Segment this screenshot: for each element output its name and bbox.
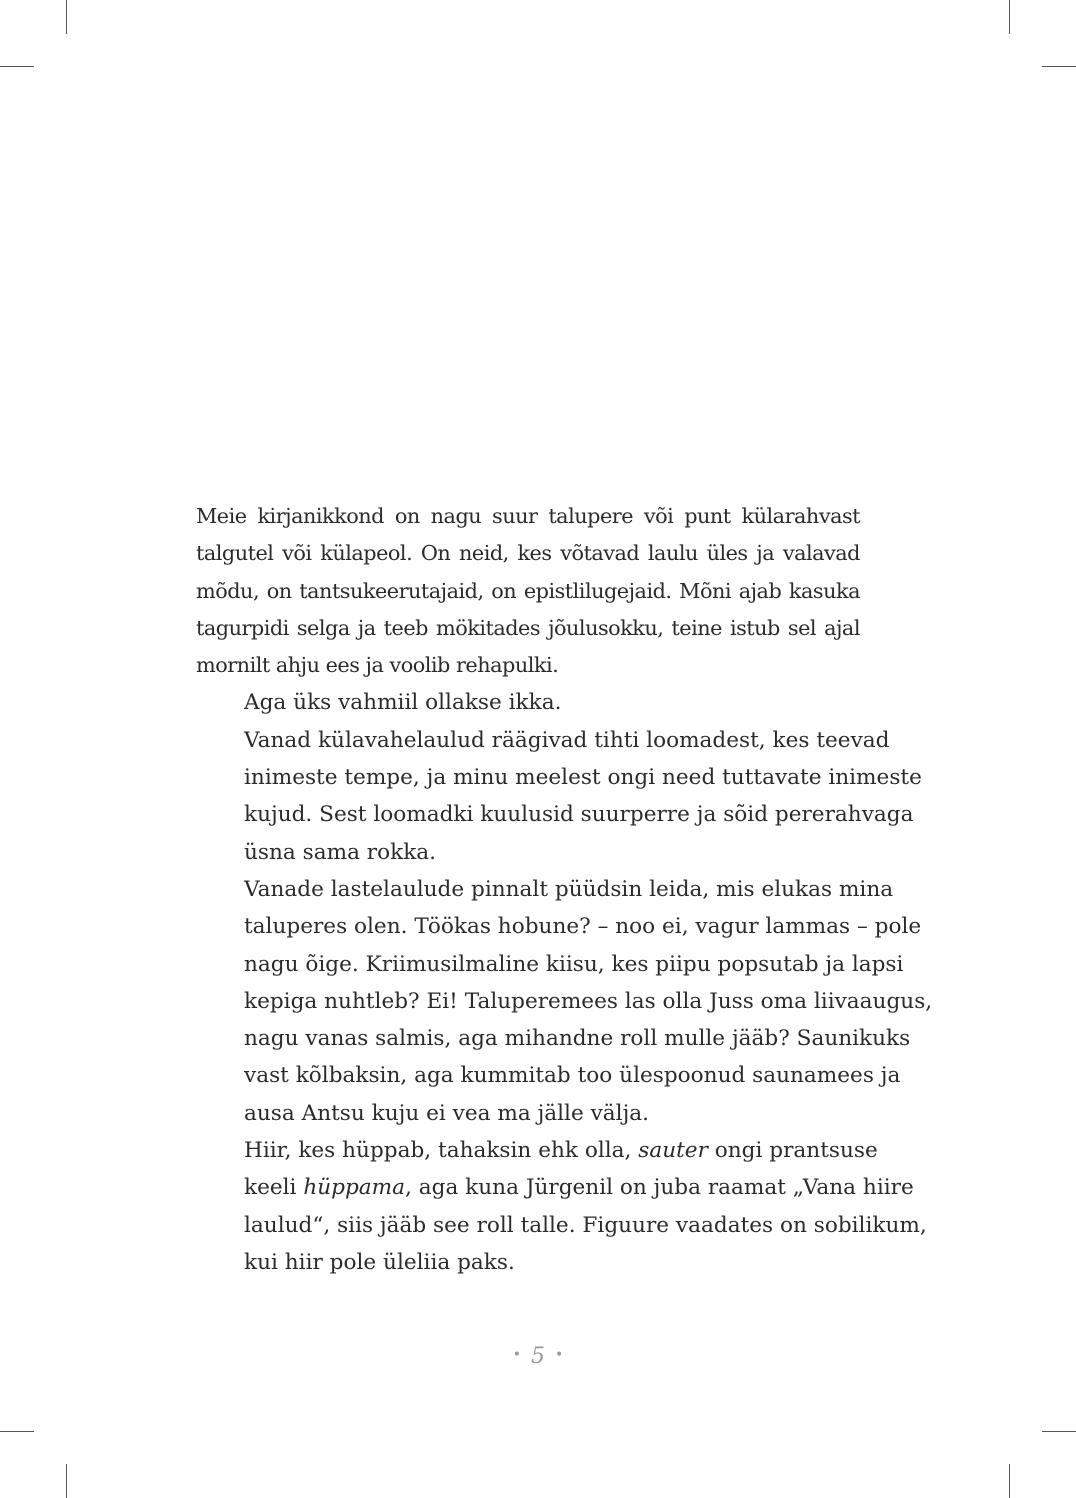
text-line: Aga üks vahmiil ollakse ikka. <box>244 690 562 716</box>
bullet-dot-icon: • <box>555 1347 564 1363</box>
bullet-dot-icon: • <box>512 1347 521 1363</box>
italic-word: sauter <box>638 1138 708 1164</box>
text-line: talgutel või külapeol. On neid, kes võtavad laulu üles ja valavad <box>196 541 860 566</box>
italic-word: hüppama <box>303 1175 406 1201</box>
text-line: nagu õige. Kriimusilmaline kiisu, kes piipu popsutab ja lapsi <box>244 951 904 977</box>
paragraph-4 <box>196 871 933 1132</box>
text-line <box>196 1132 878 1169</box>
text-line: kui hiir pole üleliia paks. <box>244 1249 515 1275</box>
crop-mark-top-left-horizontal <box>0 66 34 67</box>
crop-mark-bottom-right-vertical <box>1009 1464 1010 1498</box>
body-text <box>196 498 933 1281</box>
text-line: vast kõlbaksin, aga kummitab too ülespoonud saunamees ja <box>244 1063 901 1089</box>
paragraph-5 <box>196 1132 927 1281</box>
paragraph-2 <box>196 684 860 721</box>
page-number: 5 <box>531 1344 545 1369</box>
text-line: kujud. Sest loomadki kuulusid suurperre ja sõid pererahvaga <box>244 802 914 828</box>
page-number-footer <box>0 1344 1076 1369</box>
text-run: Hiir, kes hüppab, tahaksin ehk olla, <box>244 1138 639 1164</box>
text-line: inimeste tempe, ja minu meelest ongi need tuttavate inimeste <box>244 765 922 791</box>
text-run: , aga kuna Jürgenil on juba raamat „Vana hiire <box>405 1175 914 1201</box>
crop-mark-top-left-vertical <box>66 0 67 34</box>
text-line: mornilt ahju ees ja voolib rehapulki. <box>196 653 559 678</box>
text-line <box>196 1169 914 1206</box>
text-line: laulud“, siis jääb see roll talle. Figuure vaadates on sobilikum, <box>244 1212 927 1238</box>
crop-mark-bottom-left-horizontal <box>0 1431 34 1432</box>
text-run: ongi prantsuse <box>707 1138 878 1164</box>
paragraph-3 <box>196 722 922 871</box>
crop-mark-bottom-right-horizontal <box>1042 1431 1076 1432</box>
text-line: Vanad külavahelaulud räägivad tihti loomadest, kes teevad <box>244 727 890 753</box>
text-line: ausa Antsu kuju ei vea ma jälle välja. <box>244 1100 650 1126</box>
text-run: keeli <box>244 1175 304 1201</box>
text-line: tagurpidi selga ja teeb mökitades jõulusokku, teine istub sel ajal <box>196 615 860 640</box>
crop-mark-top-right-vertical <box>1009 0 1010 34</box>
text-line: nagu vanas salmis, aga mihandne roll mulle jääb? Saunikuks <box>244 1026 911 1052</box>
text-line: Vanade lastelaulude pinnalt püüdsin leida, mis elukas mina <box>244 876 894 902</box>
crop-mark-bottom-left-vertical <box>66 1464 67 1498</box>
paragraph-1 <box>196 498 860 684</box>
text-line: üsna sama rokka. <box>244 839 437 865</box>
crop-mark-top-right-horizontal <box>1042 66 1076 67</box>
text-line: mõdu, on tantsukeerutajaid, on epistlilugejaid. Mõni ajab kasuka <box>196 578 860 603</box>
text-line: taluperes olen. Töökas hobune? – noo ei, vagur lammas – pole <box>244 914 922 940</box>
text-line: Meie kirjanikkond on nagu suur talupere või punt külarahvast <box>196 504 860 528</box>
text-line: kepiga nuhtleb? Ei! Taluperemees las olla Juss oma liivaaugus, <box>244 988 933 1014</box>
